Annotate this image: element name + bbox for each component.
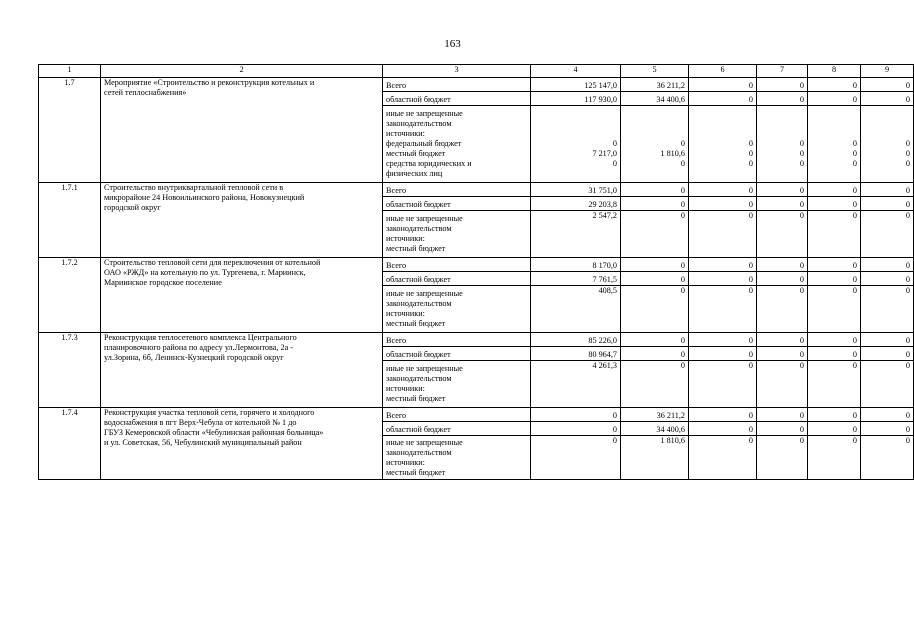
value-cell: 0	[689, 78, 757, 92]
budget-table	[38, 64, 914, 480]
source-regional: областной бюджет	[383, 422, 531, 436]
value-cell: 0	[757, 347, 808, 361]
item-number: 1.7.3	[39, 333, 101, 408]
source-regional: областной бюджет	[383, 197, 531, 211]
item-number: 1.7.1	[39, 183, 101, 258]
header-cell: 8	[808, 65, 861, 78]
page-number: 163	[444, 38, 461, 50]
item-name: Строительство тепловой сети для переключения от котельной ОАО «РЖД» на котельную по ул. Тургенева, г. Мариинск, Мариинское городское поселение	[101, 258, 383, 333]
value-cell: 0	[531, 408, 621, 422]
value-cell: 0	[757, 422, 808, 436]
item-name-line: сетей теплоснабжения»	[104, 88, 187, 97]
value-cell: 0	[689, 422, 757, 436]
value-cell: 0 0 0	[861, 106, 914, 183]
header-cell: 4	[531, 65, 621, 78]
source-total: Всего	[383, 78, 531, 92]
item-number: 1.7	[39, 78, 101, 183]
value-cell: 0 1 810,6 0	[621, 106, 689, 183]
value-cell: 0	[861, 78, 914, 92]
value-cell: 85 226,0	[531, 333, 621, 347]
value-cell: 0	[808, 78, 861, 92]
value-cell: 0	[689, 408, 757, 422]
value-cell: 80 964,7	[531, 347, 621, 361]
value-cell: 0	[757, 258, 808, 272]
value-cell: 0	[861, 183, 914, 197]
table-row	[39, 258, 914, 272]
value-cell: 2 547,2	[531, 211, 621, 258]
value-cell: 0	[621, 286, 689, 333]
value-cell: 0	[531, 436, 621, 480]
value-cell: 4 261,3	[531, 361, 621, 408]
source-other: иные не запрещенные законодательством источники: местный бюджет	[383, 361, 531, 408]
value-cell: 0	[861, 92, 914, 106]
header-row	[39, 65, 914, 78]
value-cell: 0	[808, 197, 861, 211]
value-cell: 0	[808, 422, 861, 436]
value-cell: 0	[757, 361, 808, 408]
value-cell: 125 147,0	[531, 78, 621, 92]
table-row	[39, 408, 914, 422]
value-cell: 0	[808, 183, 861, 197]
value-cell: 0	[689, 197, 757, 211]
value-cell: 0 0 0	[689, 106, 757, 183]
value-cell: 31 751,0	[531, 183, 621, 197]
header-cell: 5	[621, 65, 689, 78]
value-cell: 0	[689, 272, 757, 286]
value-cell: 0	[757, 183, 808, 197]
item-name: Реконструкция теплосетевого комплекса Центрального планировочного района по адресу ул.Лермонтова, 2а - ул.Зорина, 6б, Ленинск-Кузнецкий городской округ	[101, 333, 383, 408]
value-cell: 408,5	[531, 286, 621, 333]
value-cell: 0	[861, 258, 914, 272]
value-cell: 0	[757, 92, 808, 106]
value-cell: 0	[808, 408, 861, 422]
value-cell: 0	[621, 347, 689, 361]
value-cell: 0	[861, 211, 914, 258]
source-total: Всего	[383, 408, 531, 422]
value-cell: 0	[621, 361, 689, 408]
value-cell: 0	[757, 333, 808, 347]
value-cell: 0	[621, 183, 689, 197]
value-cell: 0	[689, 211, 757, 258]
item-number: 1.7.2	[39, 258, 101, 333]
value-cell: 36 211,2	[621, 78, 689, 92]
value-cell: 0	[689, 333, 757, 347]
value-cell: 0	[757, 408, 808, 422]
value-cell: 0	[808, 286, 861, 333]
value-cell: 36 211,2	[621, 408, 689, 422]
source-total: Всего	[383, 183, 531, 197]
value-cell: 0	[689, 286, 757, 333]
source-other: иные не запрещенные законодательством источники: местный бюджет	[383, 286, 531, 333]
item-name	[101, 78, 383, 183]
value-cell: 0	[621, 258, 689, 272]
value-cell: 0	[621, 333, 689, 347]
source-regional: областной бюджет	[383, 272, 531, 286]
value-cell: 34 400,6	[621, 422, 689, 436]
value-cell: 0	[757, 211, 808, 258]
item-number: 1.7.4	[39, 408, 101, 480]
value-cell: 0	[621, 211, 689, 258]
value-cell: 0	[861, 197, 914, 211]
source-other: иные не запрещенные законодательством источники: местный бюджет	[383, 436, 531, 480]
value-cell: 0	[531, 422, 621, 436]
value-cell: 29 203,8	[531, 197, 621, 211]
value-cell: 0	[757, 78, 808, 92]
value-cell: 0	[757, 272, 808, 286]
value-cell: 0	[808, 361, 861, 408]
value-cell: 0	[808, 211, 861, 258]
value-cell: 0	[861, 436, 914, 480]
source-regional: областной бюджет	[383, 347, 531, 361]
value-cell: 0 0 0	[757, 106, 808, 183]
source-regional: областной бюджет	[383, 92, 531, 106]
value-cell: 0	[689, 436, 757, 480]
value-cell: 0	[621, 272, 689, 286]
item-name: Реконструкция участка тепловой сети, горячего и холодного водоснабжения в пгт Верх-Чебула от котельной № 1 до ГБУЗ Кемеровской области «Чебулинская районная больница» и ул. Советская, 56, Чебулинский муниципальный район	[101, 408, 383, 480]
table-row	[39, 183, 914, 197]
value-cell: 0	[808, 347, 861, 361]
source-total: Всего	[383, 333, 531, 347]
source-other: иные не запрещенные законодательством источники: местный бюджет	[383, 211, 531, 258]
value-cell: 0	[689, 361, 757, 408]
value-cell: 0	[757, 197, 808, 211]
value-cell: 0	[808, 92, 861, 106]
header-cell: 6	[689, 65, 757, 78]
value-cell: 1 810,6	[621, 436, 689, 480]
value-cell: 0	[861, 347, 914, 361]
value-cell: 7 761,5	[531, 272, 621, 286]
value-cell: 0	[689, 183, 757, 197]
value-cell: 0	[689, 258, 757, 272]
value-cell: 0	[861, 422, 914, 436]
header-cell: 2	[101, 65, 383, 78]
value-cell: 34 400,6	[621, 92, 689, 106]
value-cell: 0	[808, 272, 861, 286]
table-row	[39, 333, 914, 347]
value-cell: 0	[808, 258, 861, 272]
value-cell: 0	[861, 408, 914, 422]
value-cell: 0 0 0	[808, 106, 861, 183]
value-cell: 0 7 217,0 0	[531, 106, 621, 183]
value-cell: 0	[861, 272, 914, 286]
value-cell: 0	[861, 361, 914, 408]
value-cell: 0	[689, 347, 757, 361]
value-cell: 0	[808, 436, 861, 480]
header-cell: 7	[757, 65, 808, 78]
value-cell: 8 170,0	[531, 258, 621, 272]
source-total: Всего	[383, 258, 531, 272]
value-cell: 0	[621, 197, 689, 211]
value-cell: 0	[808, 333, 861, 347]
header-cell: 3	[383, 65, 531, 78]
value-cell: 0	[861, 333, 914, 347]
item-name-line: Мероприятие «Строительство и реконструкция котельных и	[104, 78, 315, 87]
value-cell: 0	[757, 286, 808, 333]
source-other: иные не запрещенные законодательством источники: федеральный бюджет местный бюджет средства юридических и физических лиц	[383, 106, 531, 183]
value-cell: 0	[689, 92, 757, 106]
value-cell: 0	[861, 286, 914, 333]
header-cell: 1	[39, 65, 101, 78]
header-cell: 9	[861, 65, 914, 78]
value-cell: 0	[757, 436, 808, 480]
item-name: Строительство внутриквартальной тепловой сети в микрорайоне 24 Новоильинского района, Новокузнецкий городской округ	[101, 183, 383, 258]
value-cell: 117 930,0	[531, 92, 621, 106]
table-row	[39, 78, 914, 92]
